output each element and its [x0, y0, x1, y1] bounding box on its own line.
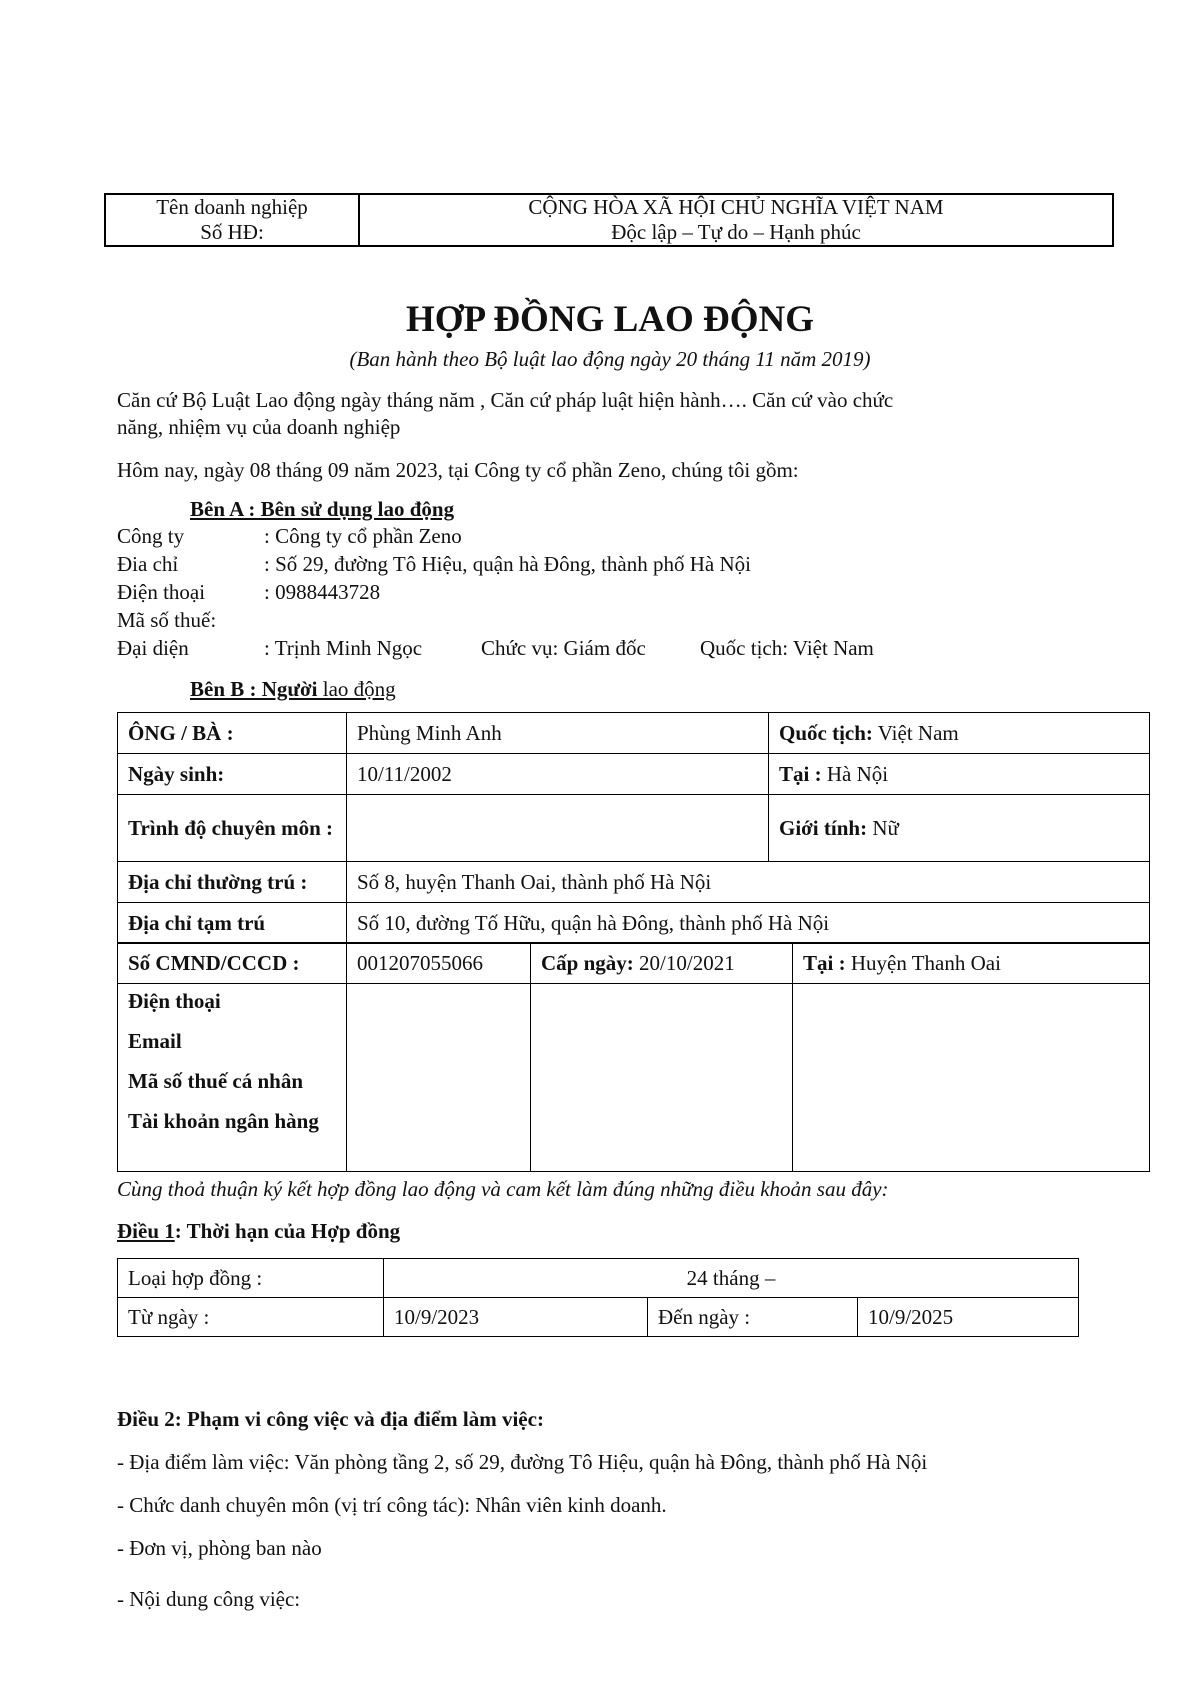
- education-value: [347, 795, 769, 862]
- issue-place-label: Tại :: [803, 951, 846, 975]
- document-title: HỢP ĐỒNG LAO ĐỘNG: [405, 299, 815, 340]
- table-row: [118, 1298, 1079, 1337]
- birthplace-label: Tại :: [779, 762, 822, 786]
- temporary-address: Số 10, đường Tố Hữu, quận hà Đông, thành phố Hà Nội: [347, 903, 1150, 944]
- table-row: [118, 984, 1150, 1172]
- to-date-label: Đến ngày :: [648, 1298, 858, 1337]
- header-box: [104, 193, 1114, 247]
- id-card-table: [117, 942, 1150, 984]
- contact-empty-cell: [347, 984, 531, 1172]
- party-a-phone: : 0988443728: [264, 580, 381, 604]
- worker-name: Phùng Minh Anh: [347, 713, 769, 754]
- party-a-representative-label: Đại diện: [117, 636, 189, 660]
- party-a-position: Chức vụ: Giám đốc: [481, 636, 646, 660]
- contact-bank-label: Tài khoản ngân hàng: [128, 1109, 319, 1133]
- legal-basis-line-1: Căn cứ Bộ Luật Lao động ngày tháng năm , Căn cứ pháp luật hiện hành…. Căn cứ vào chức: [117, 388, 894, 412]
- contract-term-table: [117, 1258, 1079, 1337]
- contact-empty-cell: [531, 984, 793, 1172]
- contact-empty-cell: [793, 984, 1150, 1172]
- party-a-representative: : Trịnh Minh Ngọc: [264, 636, 423, 660]
- party-a-company: : Công ty cổ phần Zeno: [264, 524, 462, 548]
- article-2-location: - Địa điểm làm việc: Văn phòng tầng 2, số 29, đường Tô Hiệu, quận hà Đông, thành phố Hà Nội: [117, 1450, 928, 1474]
- birthplace-cell: [769, 754, 1150, 795]
- issue-date-cell: [531, 943, 793, 984]
- issue-place: Huyện Thanh Oai: [845, 951, 1001, 975]
- national-motto: Độc lập – Tự do – Hạnh phúc: [611, 220, 861, 244]
- permanent-address-label: Địa chỉ thường trú :: [118, 862, 347, 903]
- name-label: ÔNG / BÀ :: [118, 713, 347, 754]
- table-row: [118, 754, 1150, 795]
- gender-label: Giới tính:: [779, 816, 868, 840]
- party-a-company-label: Công ty: [117, 524, 185, 548]
- nationality-value: Việt Nam: [872, 721, 959, 745]
- article-1-number: Điều 1: [117, 1219, 175, 1243]
- nationality-cell: [769, 713, 1150, 754]
- from-date-label: Từ ngày :: [118, 1298, 384, 1337]
- contact-labels-cell: [118, 984, 347, 1172]
- table-row: [118, 795, 1150, 862]
- issue-date-label: Cấp ngày:: [541, 951, 634, 975]
- dob-value: 10/11/2002: [347, 754, 769, 795]
- table-row: [118, 943, 1150, 984]
- birthplace-value: Hà Nội: [821, 762, 889, 786]
- contact-phone-label: Điện thoại: [128, 989, 221, 1013]
- article-2-unit: - Đơn vị, phòng ban nào: [117, 1536, 322, 1560]
- date-place-line: Hôm nay, ngày 08 tháng 09 năm 2023, tại Công ty cổ phần Zeno, chúng tôi gồm:: [117, 458, 799, 482]
- contact-email-label: Email: [128, 1029, 182, 1053]
- party-a-tax-label: Mã số thuế:: [117, 608, 217, 632]
- company-name-label: Tên doanh nghiệp: [156, 195, 308, 219]
- party-a-address-label: Đia chỉ: [117, 552, 179, 576]
- document-subtitle: (Ban hành theo Bộ luật lao động ngày 20 tháng 11 năm 2019): [349, 347, 871, 371]
- worker-info-table: [117, 712, 1150, 944]
- gender-value: Nữ: [867, 816, 899, 840]
- contract-type-value: 24 tháng –: [384, 1259, 1079, 1298]
- id-number-label: Số CMND/CCCD :: [118, 943, 347, 984]
- article-2-heading: Điều 2: Phạm vi công việc và địa điểm làm việc:: [117, 1407, 544, 1431]
- legal-basis-line-2: năng, nhiệm vụ của doanh nghiệp: [117, 415, 401, 439]
- contact-tax-label: Mã số thuế cá nhân: [128, 1069, 304, 1093]
- gender-cell: [769, 795, 1150, 862]
- permanent-address: Số 8, huyện Thanh Oai, thành phố Hà Nội: [347, 862, 1150, 903]
- party-b-heading-rest: lao động: [317, 677, 396, 701]
- table-row: [118, 862, 1150, 903]
- contact-info-table: [117, 983, 1150, 1172]
- table-row: [118, 1259, 1079, 1298]
- issue-place-cell: [793, 943, 1150, 984]
- id-number: 001207055066: [347, 943, 531, 984]
- dob-label: Ngày sinh:: [118, 754, 347, 795]
- contract-number-label: Số HĐ:: [200, 220, 264, 244]
- party-b-heading-bold: Bên B : Người: [190, 677, 318, 701]
- agreement-statement: Cùng thoả thuận ký kết hợp đồng lao động và cam kết làm đúng những điều khoản sau đây:: [117, 1177, 889, 1201]
- header-nation-cell: [360, 195, 1112, 245]
- header-company-cell: [106, 195, 360, 245]
- from-date: 10/9/2023: [384, 1298, 648, 1337]
- article-1-title: : Thời hạn của Hợp đồng: [174, 1219, 401, 1243]
- article-2-content: - Nội dung công việc:: [117, 1587, 301, 1611]
- party-a-nationality: Quốc tịch: Việt Nam: [700, 636, 874, 660]
- temporary-address-label: Địa chỉ tạm trú: [118, 903, 347, 944]
- contract-type-label: Loại hợp đồng :: [118, 1259, 384, 1298]
- table-row: [118, 903, 1150, 944]
- issue-date: 20/10/2021: [633, 951, 735, 975]
- article-2-job-title: - Chức danh chuyên môn (vị trí công tác): Nhân viên kinh doanh.: [117, 1493, 667, 1517]
- to-date: 10/9/2025: [858, 1298, 1079, 1337]
- party-b-heading: [190, 676, 396, 702]
- party-a-heading: Bên A : Bên sử dụng lao động: [190, 497, 455, 521]
- nationality-label: Quốc tịch:: [779, 721, 873, 745]
- education-label: Trình độ chuyên môn :: [118, 795, 347, 862]
- party-a-address: : Số 29, đường Tô Hiệu, quận hà Đông, thành phố Hà Nội: [264, 552, 751, 576]
- party-a-phone-label: Điện thoại: [117, 580, 206, 604]
- table-row: [118, 713, 1150, 754]
- article-1-heading: [117, 1218, 400, 1244]
- nation-name: CỘNG HÒA XÃ HỘI CHỦ NGHĨA VIỆT NAM: [528, 195, 944, 219]
